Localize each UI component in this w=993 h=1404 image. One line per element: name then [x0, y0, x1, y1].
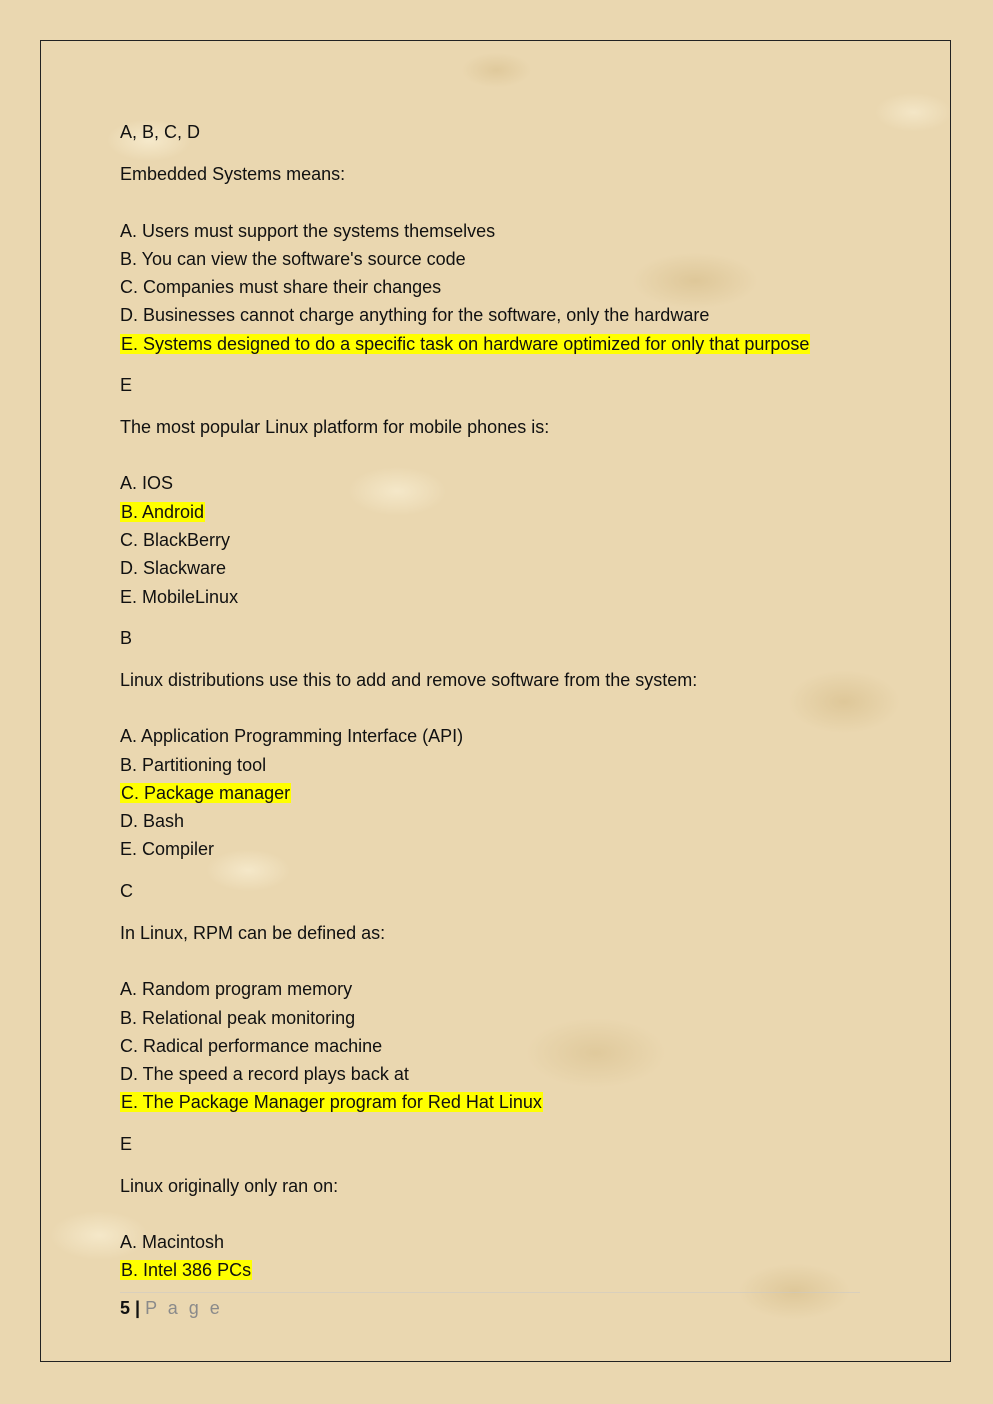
q5-option-a: A. Macintosh: [120, 1232, 225, 1252]
q5-option-b-wrap: [120, 1258, 252, 1282]
q3-option-e: E. Compiler: [120, 839, 215, 859]
q4-option-a: A. Random program memory: [120, 979, 353, 999]
q4-option-b: B. Relational peak monitoring: [120, 1008, 356, 1028]
q1-answer: E: [120, 375, 133, 395]
q3-option-b: B. Partitioning tool: [120, 755, 267, 775]
q1-option-d: D. Businesses cannot charge anything for the software, only the hardware: [120, 305, 710, 325]
q1-option-a: A. Users must support the systems themselves: [120, 221, 496, 241]
question-1: Embedded Systems means:: [120, 164, 346, 184]
q3-option-d: D. Bash: [120, 811, 185, 831]
q4-option-e-wrap: [120, 1090, 543, 1114]
prev-answer: A, B, C, D: [120, 122, 201, 142]
q1-option-b: B. You can view the software's source code: [120, 249, 466, 269]
q2-option-c: C. BlackBerry: [120, 530, 231, 550]
q3-option-a: A. Application Programming Interface (API): [120, 726, 464, 746]
q3-answer: C: [120, 881, 133, 901]
question-4: In Linux, RPM can be defined as:: [120, 923, 386, 943]
q4-option-e: E. The Package Manager program for Red Hat Linux: [121, 1092, 542, 1112]
q5-option-b: B. Intel 386 PCs: [121, 1260, 252, 1280]
q4-option-c: C. Radical performance machine: [120, 1036, 383, 1056]
page-separator: |: [135, 1298, 141, 1318]
q4-option-d: D. The speed a record plays back at: [120, 1064, 409, 1084]
q1-option-c: C. Companies must share their changes: [120, 277, 442, 297]
q4-answer: E: [120, 1134, 133, 1154]
footer-rule: [120, 1292, 860, 1293]
q3-option-c: C. Package manager: [121, 783, 291, 803]
q2-option-a: A. IOS: [120, 473, 174, 493]
page-label: P a g e: [145, 1298, 223, 1318]
question-3: Linux distributions use this to add and remove software from the system:: [120, 670, 698, 690]
q2-option-d: D. Slackware: [120, 558, 227, 578]
q2-option-e: E. MobileLinux: [120, 587, 239, 607]
page-footer: [120, 1296, 223, 1320]
q2-option-b-wrap: [120, 500, 205, 524]
question-2: The most popular Linux platform for mobile phones is:: [120, 417, 550, 437]
q3-option-c-wrap: [120, 781, 291, 805]
q1-option-e: E. Systems designed to do a specific task on hardware optimized for only that purpose: [121, 334, 810, 354]
q1-option-e-wrap: [120, 332, 810, 356]
question-5: Linux originally only ran on:: [120, 1176, 339, 1196]
q2-answer: B: [120, 628, 133, 648]
page-number: 5: [120, 1298, 131, 1318]
q2-option-b: B. Android: [121, 502, 205, 522]
